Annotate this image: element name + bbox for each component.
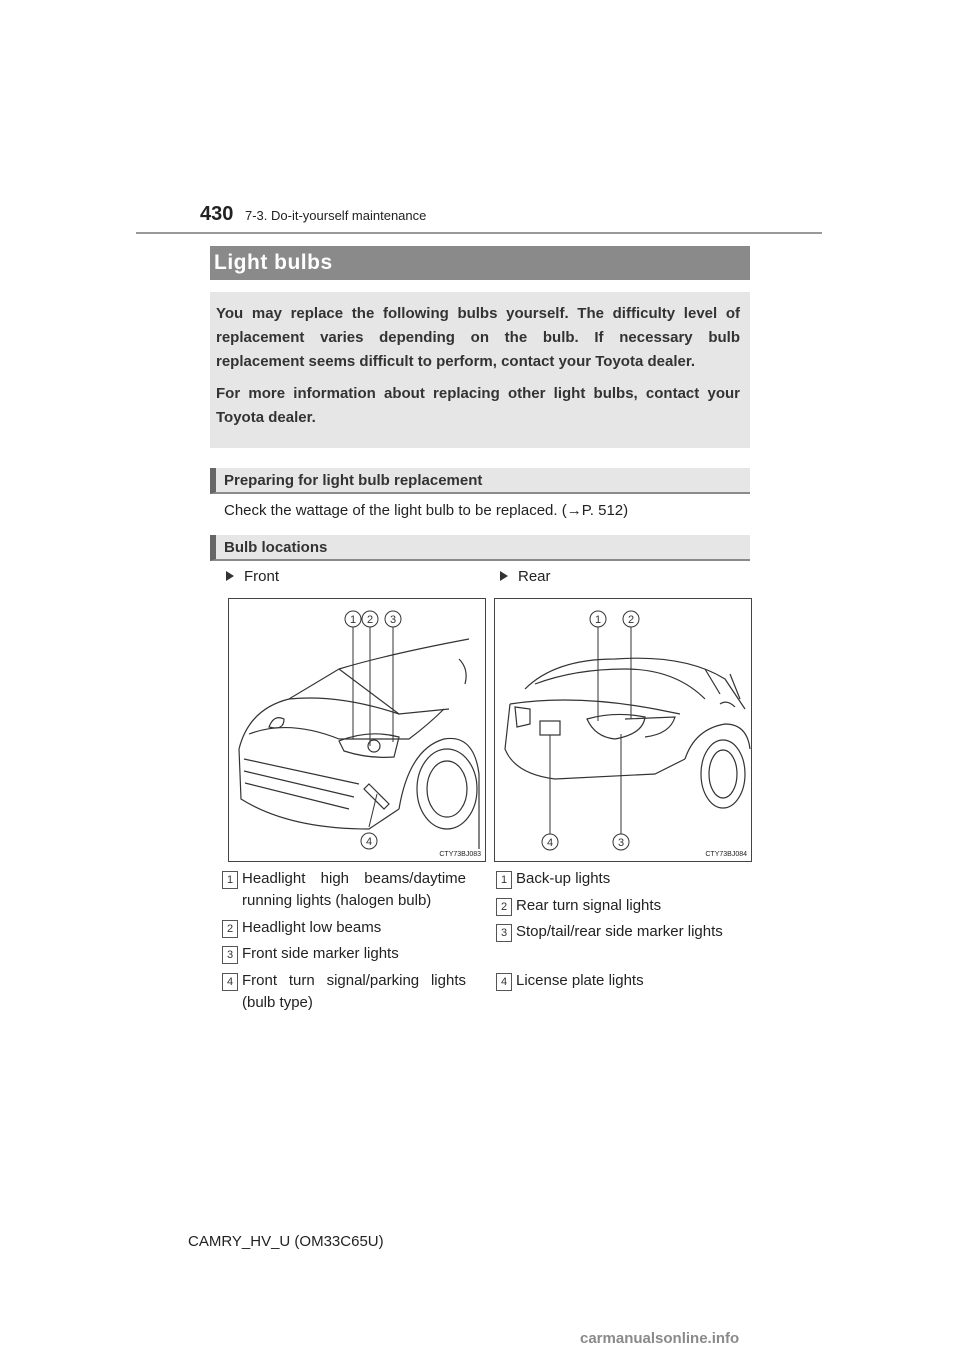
number-badge: 2 bbox=[496, 898, 512, 916]
subheading-bulb-locations bbox=[210, 535, 750, 561]
rear-diagram-code: CTY73BJ084 bbox=[705, 851, 747, 858]
rear-callout-3: 3 bbox=[617, 837, 625, 849]
subheading-preparing-text: Preparing for light bulb replacement bbox=[224, 472, 483, 489]
front-legend-text-2: Headlight low beams bbox=[242, 919, 382, 936]
title-bar bbox=[210, 246, 750, 280]
preparing-text: Check the wattage of the light bulb to be replaced. (→P. 512) bbox=[224, 502, 629, 519]
rear-legend-text-4: License plate lights bbox=[516, 972, 644, 989]
front-view-label bbox=[226, 568, 279, 585]
number-badge: 4 bbox=[222, 973, 238, 991]
rear-callout-4: 4 bbox=[546, 837, 554, 849]
number-badge: 3 bbox=[496, 924, 512, 942]
rear-car-diagram bbox=[494, 598, 752, 862]
intro-paragraph-1: You may replace the following bulbs yourself. The difficulty level of replacement varies depending on the bulb. If necessary bulb replacement seems difficult to perform, contact your Toyota dealer. bbox=[216, 305, 740, 370]
intro-box bbox=[210, 292, 750, 448]
front-legend-text-4: Front turn signal/parking lights (bulb type) bbox=[242, 972, 466, 1011]
number-badge: 1 bbox=[222, 871, 238, 889]
footer-model-code: CAMRY_HV_U (OM33C65U) bbox=[188, 1233, 384, 1250]
triangle-bullet-icon bbox=[226, 571, 234, 581]
front-diagram-code: CTY73BJ083 bbox=[439, 851, 481, 858]
rear-car-illustration bbox=[495, 599, 751, 861]
front-car-diagram bbox=[228, 598, 486, 862]
rear-legend-text-1: Back-up lights bbox=[516, 870, 611, 887]
header-divider bbox=[136, 232, 822, 234]
rear-legend-text-2: Rear turn signal lights bbox=[516, 897, 662, 914]
number-badge: 4 bbox=[496, 973, 512, 991]
intro-paragraph-2: For more information about replacing other light bulbs, contact your Toyota dealer. bbox=[216, 385, 740, 426]
subheading-preparing bbox=[210, 468, 750, 494]
front-callout-3: 3 bbox=[389, 614, 397, 626]
number-badge: 3 bbox=[222, 946, 238, 964]
page-title: Light bulbs bbox=[214, 251, 333, 274]
front-callout-4: 4 bbox=[365, 836, 373, 848]
page-number: 430 bbox=[200, 203, 234, 225]
subheading-bulb-locations-text: Bulb locations bbox=[224, 539, 328, 556]
triangle-bullet-icon bbox=[500, 571, 508, 581]
front-legend-text-1: Headlight high beams/daytime running lights (halogen bulb) bbox=[242, 870, 466, 909]
section-breadcrumb: 7-3. Do-it-yourself maintenance bbox=[245, 208, 427, 223]
number-badge: 2 bbox=[222, 920, 238, 938]
number-badge: 1 bbox=[496, 871, 512, 889]
front-legend-text-3: Front side marker lights bbox=[242, 945, 399, 962]
rear-legend-text-3: Stop/tail/rear side marker lights bbox=[516, 923, 723, 940]
rear-callout-1: 1 bbox=[594, 614, 602, 626]
watermark-text: carmanualsonline.info bbox=[580, 1330, 740, 1347]
front-callout-1: 1 bbox=[349, 614, 357, 626]
rear-view-label bbox=[500, 568, 551, 585]
rear-callout-2: 2 bbox=[627, 614, 635, 626]
rear-label-text: Rear bbox=[518, 568, 551, 585]
front-callout-2: 2 bbox=[366, 614, 374, 626]
front-car-illustration bbox=[229, 599, 485, 861]
front-label-text: Front bbox=[244, 568, 280, 585]
